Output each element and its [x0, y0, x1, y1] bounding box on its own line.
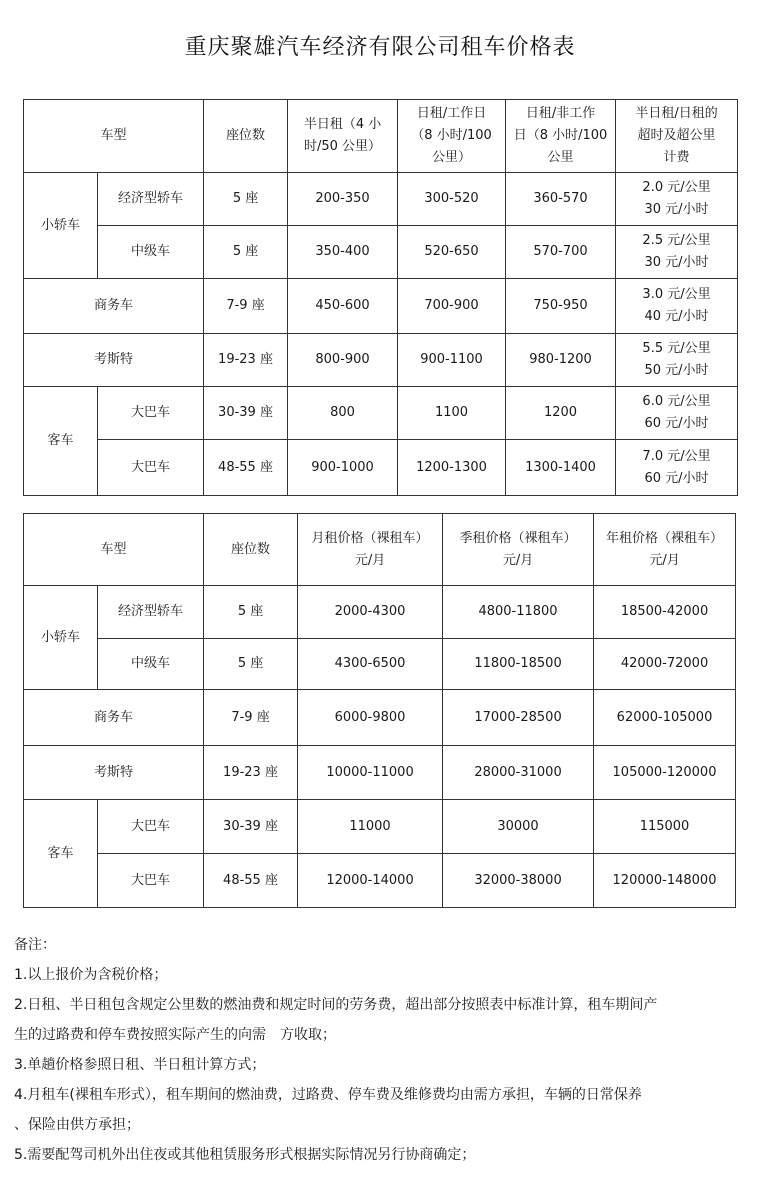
seats-cell: 7-9 座	[204, 279, 288, 334]
note-line: 4.月租车(裸租车形式），租车期间的燃油费，过路费、停车费及维修费均由需方承担，车辆的日常保养	[14, 1087, 642, 1103]
table-header-row	[24, 514, 736, 586]
price-cell: 18500-42000	[594, 586, 736, 639]
vehicle-type: 考斯特	[24, 746, 204, 800]
price-cell: 105000-120000	[594, 746, 736, 800]
vehicle-subtype: 大巴车	[98, 854, 204, 908]
table-row	[24, 746, 736, 800]
header-seats: 座位数	[204, 100, 288, 173]
page-title: 重庆聚雄汽车经济有限公司租车价格表	[184, 35, 576, 60]
note-line: 1.以上报价为含税价格；	[14, 967, 168, 983]
seats-cell: 48-55 座	[204, 440, 288, 496]
vehicle-subtype: 经济型轿车	[98, 586, 204, 639]
header-day-nonworkday: 日租/非工作 日（8 小时/100 公里	[506, 100, 616, 173]
price-cell: 32000-38000	[443, 854, 594, 908]
note-line: 、保险由供方承担；	[14, 1117, 140, 1133]
vehicle-subtype: 中级车	[98, 639, 204, 690]
group-bus: 客车	[24, 387, 98, 496]
seats-cell: 30-39 座	[204, 800, 298, 854]
seats-cell: 30-39 座	[204, 387, 288, 440]
table-row	[24, 226, 738, 279]
vehicle-subtype: 中级车	[98, 226, 204, 279]
note-line: 3.单趟价格参照日租、半日租计算方式；	[14, 1057, 266, 1073]
price-cell: 1300-1400	[506, 440, 616, 496]
seats-cell: 5 座	[204, 173, 288, 226]
price-cell: 450-600	[288, 279, 398, 334]
price-cell: 750-950	[506, 279, 616, 334]
table-row	[24, 387, 738, 440]
seats-cell: 5 座	[204, 586, 298, 639]
table-row	[24, 334, 738, 387]
price-cell: 4300-6500	[298, 639, 443, 690]
price-cell: 11000	[298, 800, 443, 854]
price-cell: 4800-11800	[443, 586, 594, 639]
extra-fee-cell: 3.0 元/公里 40 元/小时	[616, 279, 738, 334]
group-sedan: 小轿车	[24, 173, 98, 279]
table-row	[24, 586, 736, 639]
header-seats: 座位数	[204, 514, 298, 586]
group-bus: 客车	[24, 800, 98, 908]
price-cell: 800	[288, 387, 398, 440]
price-cell: 62000-105000	[594, 690, 736, 746]
price-cell: 2000-4300	[298, 586, 443, 639]
header-vehicle-type: 车型	[24, 100, 204, 173]
vehicle-subtype: 经济型轿车	[98, 173, 204, 226]
header-overtime-fee: 半日租/日租的 超时及超公里 计费	[616, 100, 738, 173]
extra-fee-cell: 7.0 元/公里 60 元/小时	[616, 440, 738, 496]
seats-cell: 5 座	[204, 226, 288, 279]
seats-cell: 19-23 座	[204, 334, 288, 387]
price-cell: 800-900	[288, 334, 398, 387]
price-cell: 1100	[398, 387, 506, 440]
price-cell: 1200	[506, 387, 616, 440]
price-cell: 30000	[443, 800, 594, 854]
price-cell: 300-520	[398, 173, 506, 226]
price-cell: 350-400	[288, 226, 398, 279]
header-day-workday: 日租/工作日 （8 小时/100 公里）	[398, 100, 506, 173]
vehicle-type: 商务车	[24, 279, 204, 334]
price-cell: 115000	[594, 800, 736, 854]
price-cell: 570-700	[506, 226, 616, 279]
header-monthly: 月租价格（裸租车） 元/月	[298, 514, 443, 586]
longterm-rental-price-table	[23, 513, 736, 908]
seats-cell: 48-55 座	[204, 854, 298, 908]
note-line: 2.日租、半日租包含规定公里数的燃油费和规定时间的劳务费，超出部分按照表中标准计算，租车期间产	[14, 997, 658, 1013]
table-row	[24, 690, 736, 746]
header-vehicle-type: 车型	[24, 514, 204, 586]
price-cell: 10000-11000	[298, 746, 443, 800]
note-line: 生的过路费和停车费按照实际产生的向需 方收取；	[14, 1027, 336, 1043]
header-quarterly: 季租价格（裸租车） 元/月	[443, 514, 594, 586]
price-cell: 900-1100	[398, 334, 506, 387]
price-cell: 200-350	[288, 173, 398, 226]
table-row	[24, 639, 736, 690]
extra-fee-cell: 6.0 元/公里 60 元/小时	[616, 387, 738, 440]
notes-section	[14, 930, 746, 1170]
extra-fee-cell: 2.0 元/公里 30 元/小时	[616, 173, 738, 226]
table-row	[24, 440, 738, 496]
price-cell: 700-900	[398, 279, 506, 334]
seats-cell: 19-23 座	[204, 746, 298, 800]
group-sedan: 小轿车	[24, 586, 98, 690]
table-row	[24, 854, 736, 908]
vehicle-subtype: 大巴车	[98, 440, 204, 496]
vehicle-subtype: 大巴车	[98, 387, 204, 440]
seats-cell: 5 座	[204, 639, 298, 690]
price-cell: 900-1000	[288, 440, 398, 496]
price-cell: 1200-1300	[398, 440, 506, 496]
daily-rental-price-table	[23, 99, 738, 496]
price-cell: 42000-72000	[594, 639, 736, 690]
table-row	[24, 800, 736, 854]
vehicle-subtype: 大巴车	[98, 800, 204, 854]
vehicle-type: 考斯特	[24, 334, 204, 387]
table-row	[24, 279, 738, 334]
price-cell: 360-570	[506, 173, 616, 226]
seats-cell: 7-9 座	[204, 690, 298, 746]
price-cell: 12000-14000	[298, 854, 443, 908]
notes-heading: 备注：	[14, 937, 56, 953]
header-half-day: 半日租（4 小 时/50 公里）	[288, 100, 398, 173]
table-header-row	[24, 100, 738, 173]
price-cell: 120000-148000	[594, 854, 736, 908]
table-row	[24, 173, 738, 226]
price-cell: 6000-9800	[298, 690, 443, 746]
price-cell: 17000-28500	[443, 690, 594, 746]
header-yearly: 年租价格（裸租车） 元/月	[594, 514, 736, 586]
price-cell: 980-1200	[506, 334, 616, 387]
price-cell: 28000-31000	[443, 746, 594, 800]
price-cell: 520-650	[398, 226, 506, 279]
extra-fee-cell: 2.5 元/公里 30 元/小时	[616, 226, 738, 279]
extra-fee-cell: 5.5 元/公里 50 元/小时	[616, 334, 738, 387]
vehicle-type: 商务车	[24, 690, 204, 746]
price-cell: 11800-18500	[443, 639, 594, 690]
note-line: 5.需要配驾司机外出住夜或其他租赁服务形式根据实际情况另行协商确定；	[14, 1147, 476, 1163]
